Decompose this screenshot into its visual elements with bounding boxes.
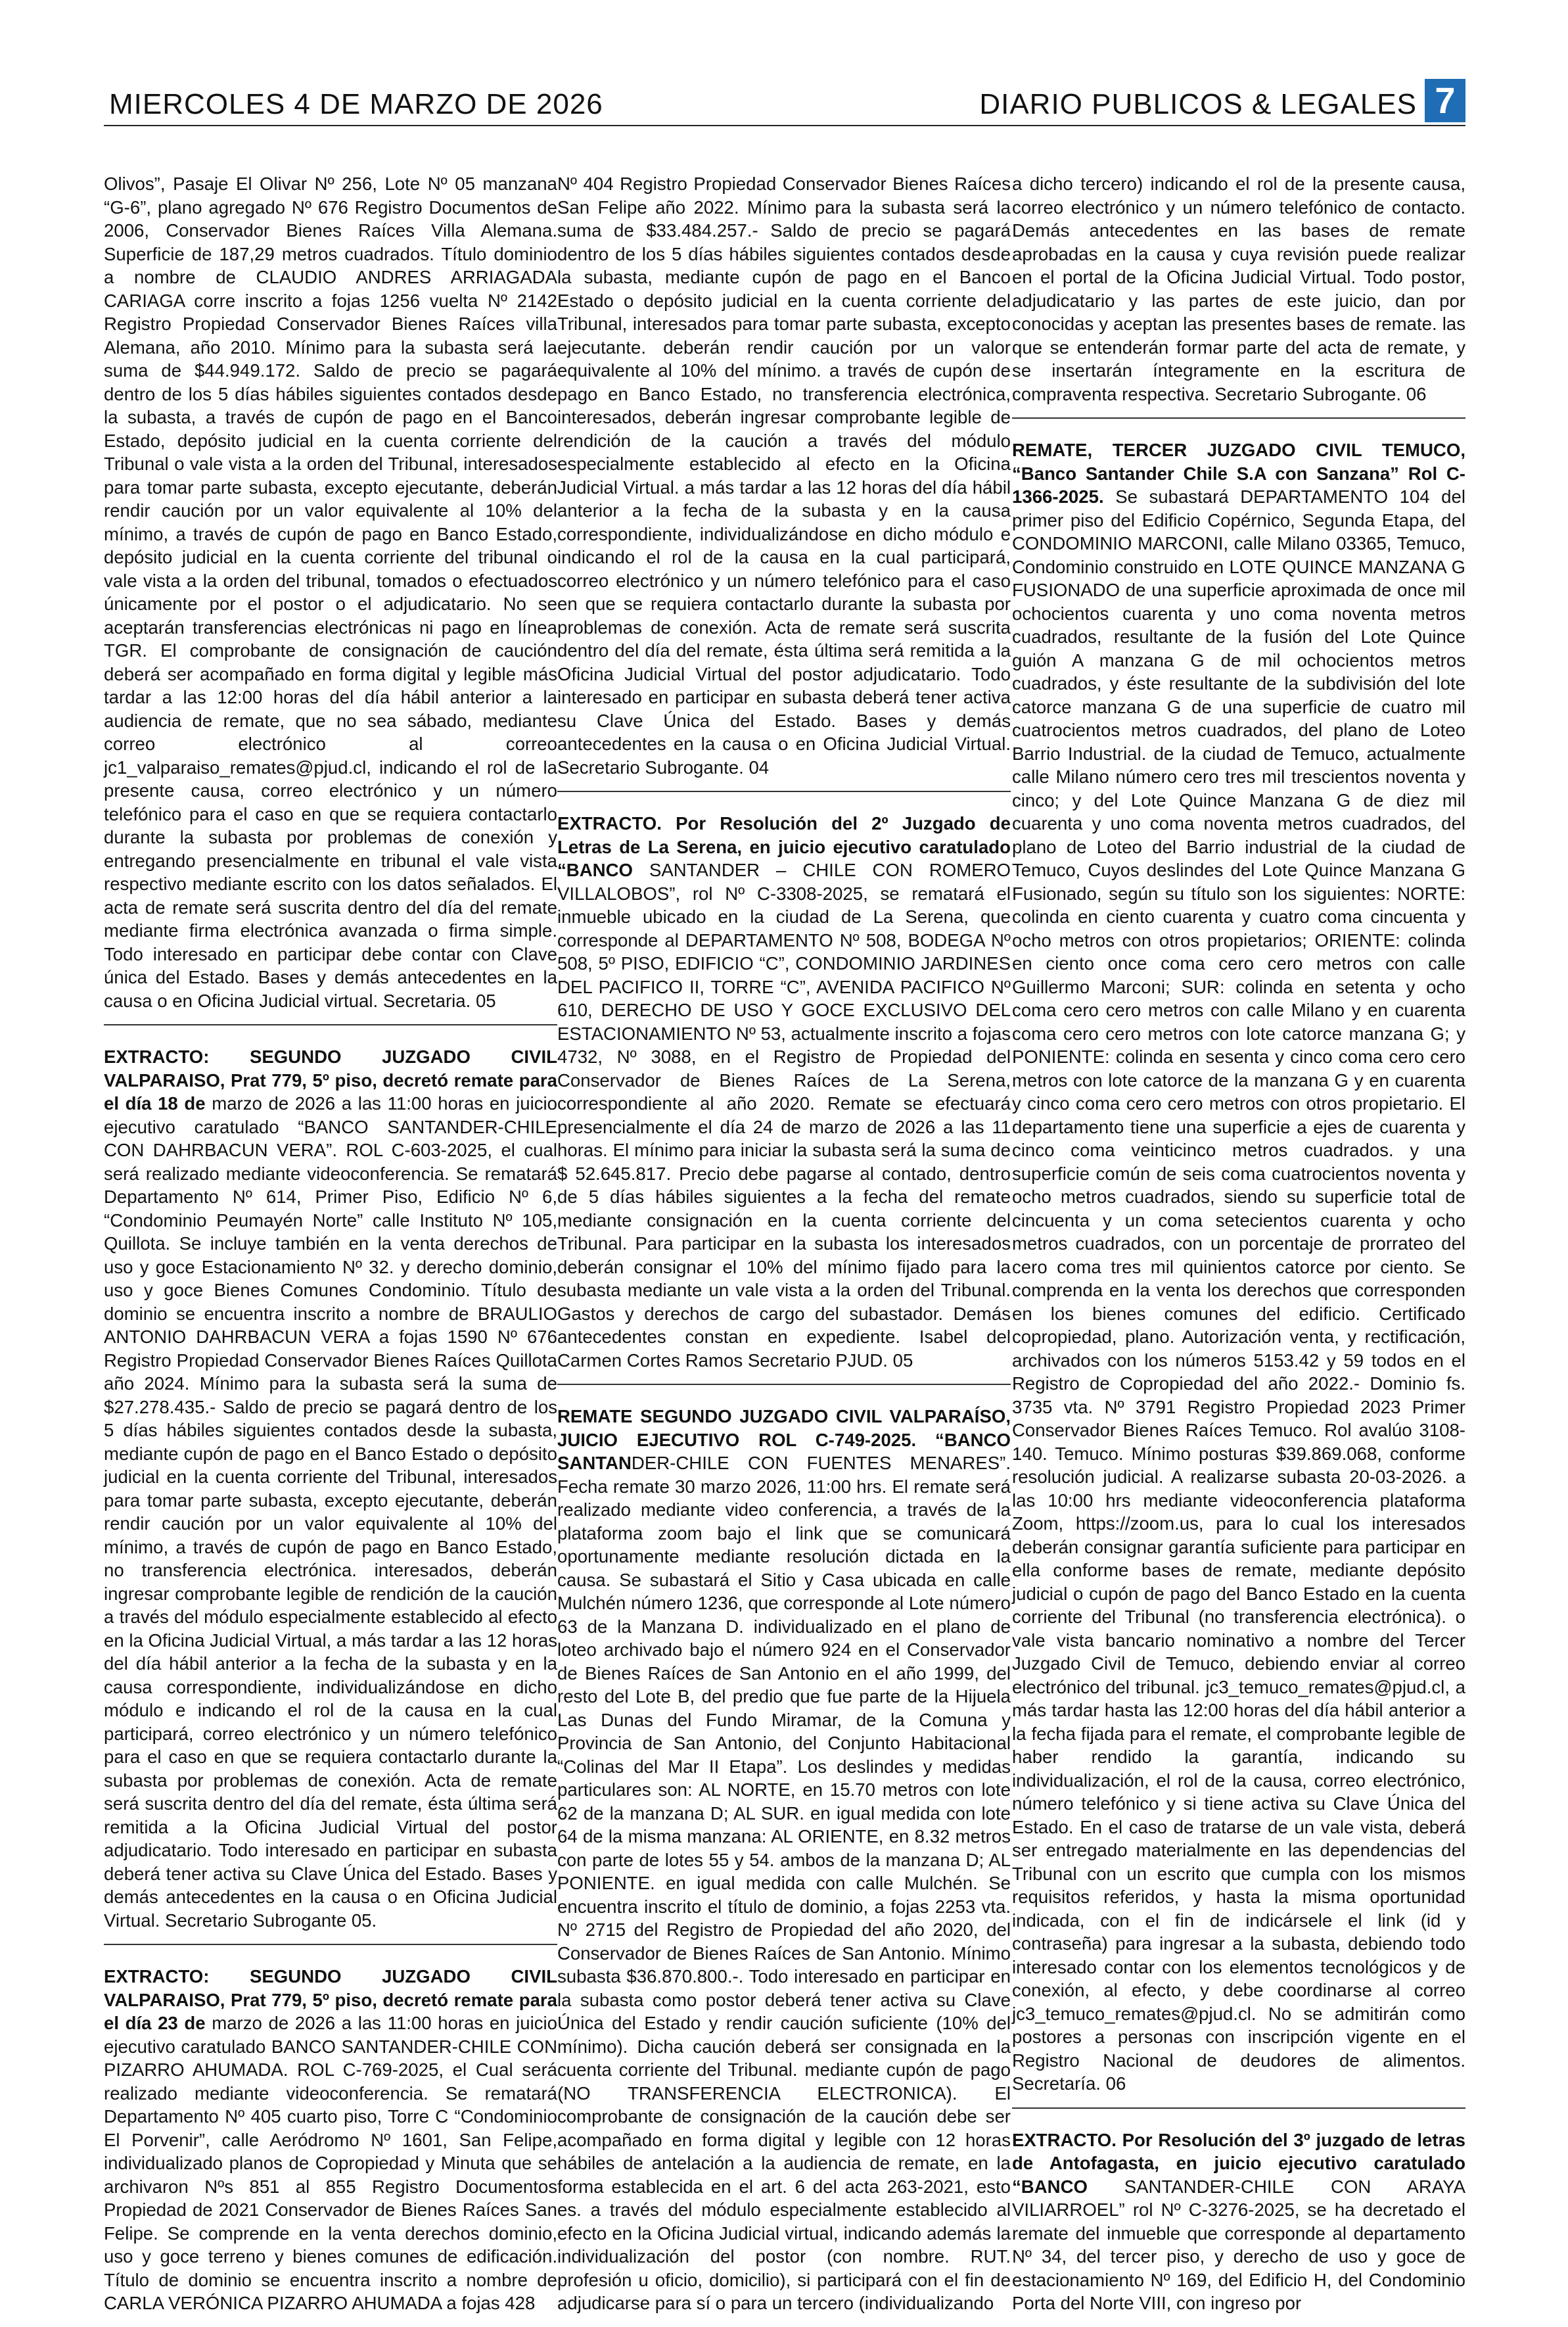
notice-title: EXTRACTO. Por Resolución del 2º Juzgado de Letras de La Serena, en juicio ejecutivo caratulado “BANCO bbox=[557, 813, 1011, 880]
notice bbox=[1012, 2128, 1465, 2327]
page-number: 7 bbox=[1425, 79, 1465, 122]
column-3 bbox=[1012, 172, 1465, 2313]
issue-date: MIERCOLES 4 DE MARZO DE 2026 bbox=[109, 88, 603, 120]
page-header bbox=[104, 79, 1465, 124]
notice-title: REMATE, TERCER JUZGADO CIVIL TEMUCO, “Banco Santander Chile S.A con Sanzana” Rol C-1366-2025. bbox=[1012, 440, 1465, 507]
notice-title: REMATE SEGUNDO JUZGADO CIVIL VALPARAÍSO, JUICIO EJECUTIVO ROL C-749-2025. “BANCO SANTAN bbox=[557, 1406, 1011, 1473]
notice-title: EXTRACTO: SEGUNDO JUZGADO CIVIL VALPARAISO, Prat 779, 5º piso, decretó remate para el día 23 de bbox=[104, 1966, 557, 2033]
notice bbox=[104, 1965, 557, 2327]
header-divider bbox=[104, 125, 1465, 126]
notice-body: a dicho tercero) indicando el rol de la presente causa, correo electrónico y un número telefónico de contacto. Demás antecedentes en las bases de remate aprobadas en la causa y cuya revisión puede realizar en el portal de la Oficina Judicial Virtual. Todo postor, adjudicatario y las partes de este juicio, dan por conocidas y aceptan las presentes bases de remate. las que se entenderán formar parte del acta de remate, y se insertarán íntegramente en la escritura de compraventa respectiva. Secretario Subrogante. 06 bbox=[1012, 174, 1465, 404]
notice bbox=[104, 172, 557, 1025]
notice bbox=[557, 1405, 1011, 2327]
notice-body: Se subastará DEPARTAMENTO 104 del primer piso del Edificio Copérnico, Segunda Etapa, del CONDOMINIO MARCONI, calle Milano 03365, Temuco, Condominio construido en LOTE QUINCE MANZANA G FUSIONADO de una superficie aproximada de once mil ochocientos cuarenta y uno coma noventa metros cuadrados, resultante de la fusión del Lote Quince guión A manzana G de mil ochocientos metros cuadrados, y éste resultante de la subdivisión del lote catorce manzana G de una superficie de cuatro mil cuatrocientos metros cuadrados, del plano de Loteo Barrio Industrial. de la ciudad de Temuco, actualmente calle Milano número cero tres mil trescientos noventa y cinco; y del Lote Quince Manzana G de diez mil cuarenta y uno coma noventa metros cuadrados, del plano de Loteo del Barrio industrial de la ciudad de Temuco, Cuyos deslindes del Lote Quince Manzana G Fusionado, según su título son los siguientes: NORTE: colinda en ciento cuarenta y cuatro coma cincuenta y ocho metros con otros propietarios; ORIENTE: colinda en ciento once coma cero cero metros con calle Guillermo Marconi; SUR: colinda en setenta y ocho coma cero cero metros con calle Milano y en cuarenta coma cero cero metros con lote catorce manzana G; y PONIENTE: colinda en sesenta y cinco coma cero cero metros con lote catorce de la manzana G y en cuarenta y cinco coma cero cero metros con otros propietario. El departamento tiene una superficie a ejes de cuarenta y cinco coma veinticinco metros cuadrados. y una superficie común de seis coma cuatrocientos noventa y ocho metros cuadrados, siendo su superficie total de cincuenta y un coma setecientos cuarenta y ocho metros cuadrados, con un porcentaje de prorrateo del cero coma tres mil quinientos catorce por ciento. Se comprenda en la venta los derechos que corresponden en los bienes comunes del edificio. Certificado copropiedad, plano. Autorización venta, y rectificación, archivados con los números 5153.42 y 59 todos en el Registro de Copropiedad del año 2022.- Dominio fs. 3735 vta. Nº 3791 Registro Propiedad 2023 Primer Conservador Bienes Raíces Temuco. Rol avalúo 3108-140. Temuco. Mínimo posturas $39.869.068, conforme resolución judicial. A realizarse subasta 20-03-2026. a las 10:00 hrs mediante videoconferencia plataforma Zoom, https://zoom.us, para lo cual los interesados deberán consignar garantía suficiente para participar en ella conforme bases de remate, mediante depósito judicial o cupón de pago del Banco Estado en la cuenta corriente del Tribunal (no transferencia electrónica). o vale vista bancario nominativo a nombre del Tercer Juzgado Civil de Temuco, debiendo enviar al correo electrónico del tribunal. jc3_temuco_remates@pjud.cl, a más tardar hasta las 12:00 horas del día hábil anterior a la fecha fijada para el remate, el comprobante legible de haber rendido la garantía, indicando su individualización, el rol de la causa, correo electrónico, número telefónico y si tiene activa su Clave Única del Estado. En el caso de tratarse de un vale vista, deberá ser entregado materialmente en las dependencias del Tribunal con un escrito que cumpla con los mismos requisitos referidos, y hasta la misma oportunidad indicada, con el fin de indicársele el link (id y contraseña) para ingresar a la subasta, debiendo todo interesado contar con los elementos tecnológicos y de conexión, al efecto, y debe coordinarse al correo jc3_temuco_remates@pjud.cl. No se admitirán como postores a personas con inscripción vigente en el Registro Nacional de deudores de alimentos. Secretaría. 06 bbox=[1012, 486, 1465, 2094]
notice-body: Nº 404 Registro Propiedad Conservador Bienes Raíces San Felipe año 2022. Mínimo para la subasta será la suma de $33.484.257.- Saldo de precio se pagará dentro de los 5 días hábiles siguientes contados desde la subasta, mediante cupón de pago en el Banco Estado o depósito judicial en la cuenta corriente del Tribunal, interesados para tomar parte subasta, excepto ejecutante. deberán rendir caución por un valor equivalente al 10% del mínimo. a través de cupón de pago en Banco Estado, no transferencia electrónica, interesados, deberán ingresar comprobante legible de rendición de la caución a través del módulo especialmente establecido al efecto en la Oficina Judicial Virtual. a más tardar a las 12 horas del día hábil anterior a la fecha de la subasta y en la causa correspondiente, individualizándose en dicho módulo e indicando el rol de la causa en la cual participará, correo electrónico y un número telefónico para el caso en que se requiera contactarlo durante la subasta por problemas de conexión. Acta de remate será suscrita dentro del día del remate, ésta última será remitida a la Oficina Judicial Virtual del postor adjudicatario. Todo interesado en participar en subasta deberá tener activa su Clave Única del Estado. Bases y demás antecedentes en la causa o en Oficina Judicial Virtual. Secretario Subrogante. 04 bbox=[557, 174, 1011, 778]
notice bbox=[557, 172, 1011, 792]
notice-body: Olivos”, Pasaje El Olivar Nº 256, Lote Nº 05 manzana “G-6”, plano agregado Nº 676 Registro Documentos de 2006, Conservador Bienes Raíces Villa Alemana. Superficie de 187,29 metros cuadrados. Título dominio a nombre de CLAUDIO ANDRES ARRIAGADA CARIAGA corre inscrito a fojas 1256 vuelta Nº 2142 Registro Propiedad Conservador Bienes Raíces villa Alemana, año 2010. Mínimo para la subasta será la suma de $44.949.172. Saldo de precio se pagará dentro de los 5 días hábiles siguientes contados desde la subasta, a través de cupón de pago en el Banco Estado, depósito judicial en la cuenta corriente del Tribunal o vale vista a la orden del Tribunal, interesados para tomar parte subasta, excepto ejecutante, deberán rendir caución por un valor equivalente al 10% del mínimo, a través de cupón de pago en Banco Estado, depósito judicial en la cuenta corriente del tribunal o vale vista a la orden del tribunal, tomados o efectuados únicamente por el postor o el adjudicatario. No se aceptarán transferencias electrónicas ni pago en línea TGR. El comprobante de consignación de caución deberá ser acompañado en forma digital y legible más tardar a las 12:00 horas del día hábil anterior a la audiencia de remate, que no sea sábado, mediante correo electrónico al correo jc1_valparaiso_remates@pjud.cl, indicando el rol de la presente causa, correo electrónico y un número telefónico para el caso en que se requiera contactarlo durante la subasta por problemas de conexión y entregando presencialmente en tribunal el vale vista respectivo mediante escrito con los datos señalados. El acta de remate será suscrita dentro del día del remate mediante firma electrónica avanzada o firma simple. Todo interesado en participar debe contar con Clave única del Estado. Bases y demás antecedentes en la causa o en Oficina Judicial virtual. Secretaria. 05 bbox=[104, 174, 557, 1011]
column-1 bbox=[104, 172, 557, 2313]
notice-body: marzo de 2026 a las 11:00 horas en juicio ejecutivo caratulado “BANCO SANTANDER-CHILE CON DAHRBACUN VERA”. ROL C-603-2025, el cual será realizado mediante videoconferencia. Se rematará Departamento Nº 614, Primer Piso, Edificio Nº 6, “Condominio Peumayén Norte” calle Instituto Nº 105, Quillota. Se incluye también en la venta derechos de uso y goce Estacionamiento Nº 32. y derecho dominio, uso y goce Bienes Comunes Condominio. Título de dominio se encuentra inscrito a nombre de BRAULIO ANTONIO DAHRBACUN VERA a fojas 1590 Nº 676 Registro Propiedad Conservador Bienes Raíces Quillota año 2024. Mínimo para la subasta será la suma de $27.278.435.- Saldo de precio se pagará dentro de los 5 días hábiles siguientes contados desde la subasta, mediante cupón de pago en el Banco Estado o depósito judicial en la cuenta corriente del Tribunal, interesados para tomar parte subasta, excepto ejecutante, deberán rendir caución por un valor equivalente al 10% del mínimo, a través de cupón de pago en Banco Estado, no transferencia electrónica. interesados, deberán ingresar comprobante legible de rendición de la caución a través del módulo especialmente establecido al efecto en la Oficina Judicial Virtual, a más tardar a las 12 horas del día hábil anterior a la fecha de la subasta y en la causa correspondiente, individualizándose en dicho módulo e indicando el rol de la causa en la cual participará, correo electrónico y un número telefónico para el caso en que se requiera contactarlo durante la subasta por problemas de conexión. Acta de remate será suscrita dentro del día del remate, ésta última será remitida a la Oficina Judicial Virtual del postor adjudicatario. Todo interesado en participar en subasta deberá tener activa su Clave Única del Estado. Bases y demás antecedentes en la causa o en Oficina Judicial Virtual. Secretario Subrogante 05. bbox=[104, 1093, 557, 1931]
notice bbox=[104, 1045, 557, 1945]
notice bbox=[557, 812, 1011, 1385]
notice-body: DER-CHILE CON FUENTES MENARES”. Fecha remate 30 marzo 2026, 11:00 hrs. El remate será realizado mediante video conferencia, a través de la plataforma zoom bajo el link que se comunicará oportunamente mediante resolución dictada en la causa. Se subastará el Sitio y Casa ubicada en calle Mulchén número 1236, que corresponde al Lote número 63 de la Manzana D. individualizado en el plano de loteo archivado bajo el número 924 en el Conservador de Bienes Raíces de San Antonio en el año 1999, del resto del Lote B, del predio que fue parte de la Hijuela Las Dunas del Fundo Miramar, de la Comuna y Provincia de San Antonio, del Conjunto Habitacional “Colinas del Mar II Etapa”. Los deslindes y medidas particulares son: AL NORTE, en 15.70 metros con lote 62 de la manzana D; AL SUR. en igual medida con lote 64 de la misma manzana: AL ORIENTE, en 8.32 metros con parte de lotes 55 y 54. ambos de la manzana D; AL PONIENTE. en igual medida con calle Mulchén. Se encuentra inscrito el título de dominio, a fojas 2253 vta. Nº 2715 del Registro de Propiedad del año 2020, del Conservador de Bienes Raíces de San Antonio. Mínimo subasta $36.870.800.-. Todo interesado en participar en la subasta como postor deberá tener activa su Clave Única del Estado y rendir caución suficiente (10% del mínimo). Dicha caución deberá ser consignada en la cuenta corriente del Tribunal. mediante cupón de pago (NO TRANSFERENCIA ELECTRONICA). El comprobante de consignación de la caución debe ser acompañado en forma digital y legible con 12 horas hábiles de antelación a la audiencia de remate, en la forma establecida en el art. 6 del acta 263-2021, esto es. a través del módulo especialmente establecido al efecto en la Oficina Judicial virtual, indicando además la individualización del postor (con nombre. RUT. profesión u oficio, domicilio), si participará con el fin de adjudicarse para sí o para un tercero (individualizando bbox=[557, 1453, 1011, 2313]
notice-body: SANTANDER – CHILE CON ROMERO VILLALOBOS”, rol Nº C-3308-2025, se rematará el inmueble ubicado en la ciudad de La Serena, que corresponde al DEPARTAMENTO Nº 508, BODEGA Nº 508, 5º PISO, EDIFICIO “C”, CONDOMINIO JARDINES DEL PACIFICO II, TORRE “C”, AVENIDA PACIFICO Nº 610, DERECHO DE USO Y GOCE EXCLUSIVO DEL ESTACIONAMIENTO Nº 53, actualmente inscrito a fojas 4732, Nº 3088, en el Registro de Propiedad del Conservador de Bienes Raíces de La Serena, correspondiente al año 2020. Remate se efectuará presencialmente el día 24 de marzo de 2026 a las 11 horas. El mínimo para iniciar la subasta será la suma de $ 52.645.817. Precio debe pagarse al contado, dentro de 5 días hábiles siguientes a la fecha del remate mediante consignación en la cuenta corriente del Tribunal. Para participar en la subasta los interesados deberán consignar el 10% del mínimo fijado para la subasta mediante un vale vista a la orden del Tribunal. Gastos y derechos de cargo del subastador. Demás antecedentes constan en expediente. Isabel del Carmen Cortes Ramos Secretario PJUD. 05 bbox=[557, 860, 1011, 1371]
notice bbox=[1012, 172, 1465, 419]
column-2 bbox=[557, 172, 1011, 2313]
notice-title: EXTRACTO: SEGUNDO JUZGADO CIVIL VALPARAISO, Prat 779, 5º piso, decretó remate para el día 18 de bbox=[104, 1046, 557, 1114]
notice bbox=[1012, 438, 1465, 2109]
notice-title: EXTRACTO. Por Resolución del 3º juzgado de letras de Antofagasta, en juicio ejecutivo caratulado “BANCO bbox=[1012, 2129, 1465, 2197]
notice-body: SANTANDER-CHILE CON ARAYA VILIARROEL” rol Nº C-3276-2025, se ha decretado el remate del inmueble que corresponde al departamento Nº 34, del tercer piso, y derecho de uso y goce de estacionamiento Nº 169, del Edificio H, del Condominio Porta del Norte VIII, con ingreso por bbox=[1012, 2176, 1465, 2313]
notice-body: marzo de 2026 a las 11:00 horas en juicio ejecutivo caratulado BANCO SANTANDER-CHILE CON PIZARRO AHUMADA. ROL C-769-2025, el Cual será realizado mediante videoconferencia. Se rematará Departamento Nº 405 cuarto piso, Torre C “Condominio El Porvenir”, calle Aeródromo Nº 1601, San Felipe, individualizado planos de Copropiedad y Minuta que se archivaron Nºs 851 al 855 Registro Documentos Propiedad de 2021 Conservador de Bienes Raíces San Felipe. Se comprende en la venta derechos dominio, uso y goce terreno y bienes comunes de edificación. Título de dominio se encuentra inscrito a nombre de CARLA VERÓNICA PIZARRO AHUMADA a fojas 428 bbox=[104, 2013, 557, 2313]
publication-name: DIARIO PUBLICOS & LEGALES bbox=[979, 88, 1417, 120]
